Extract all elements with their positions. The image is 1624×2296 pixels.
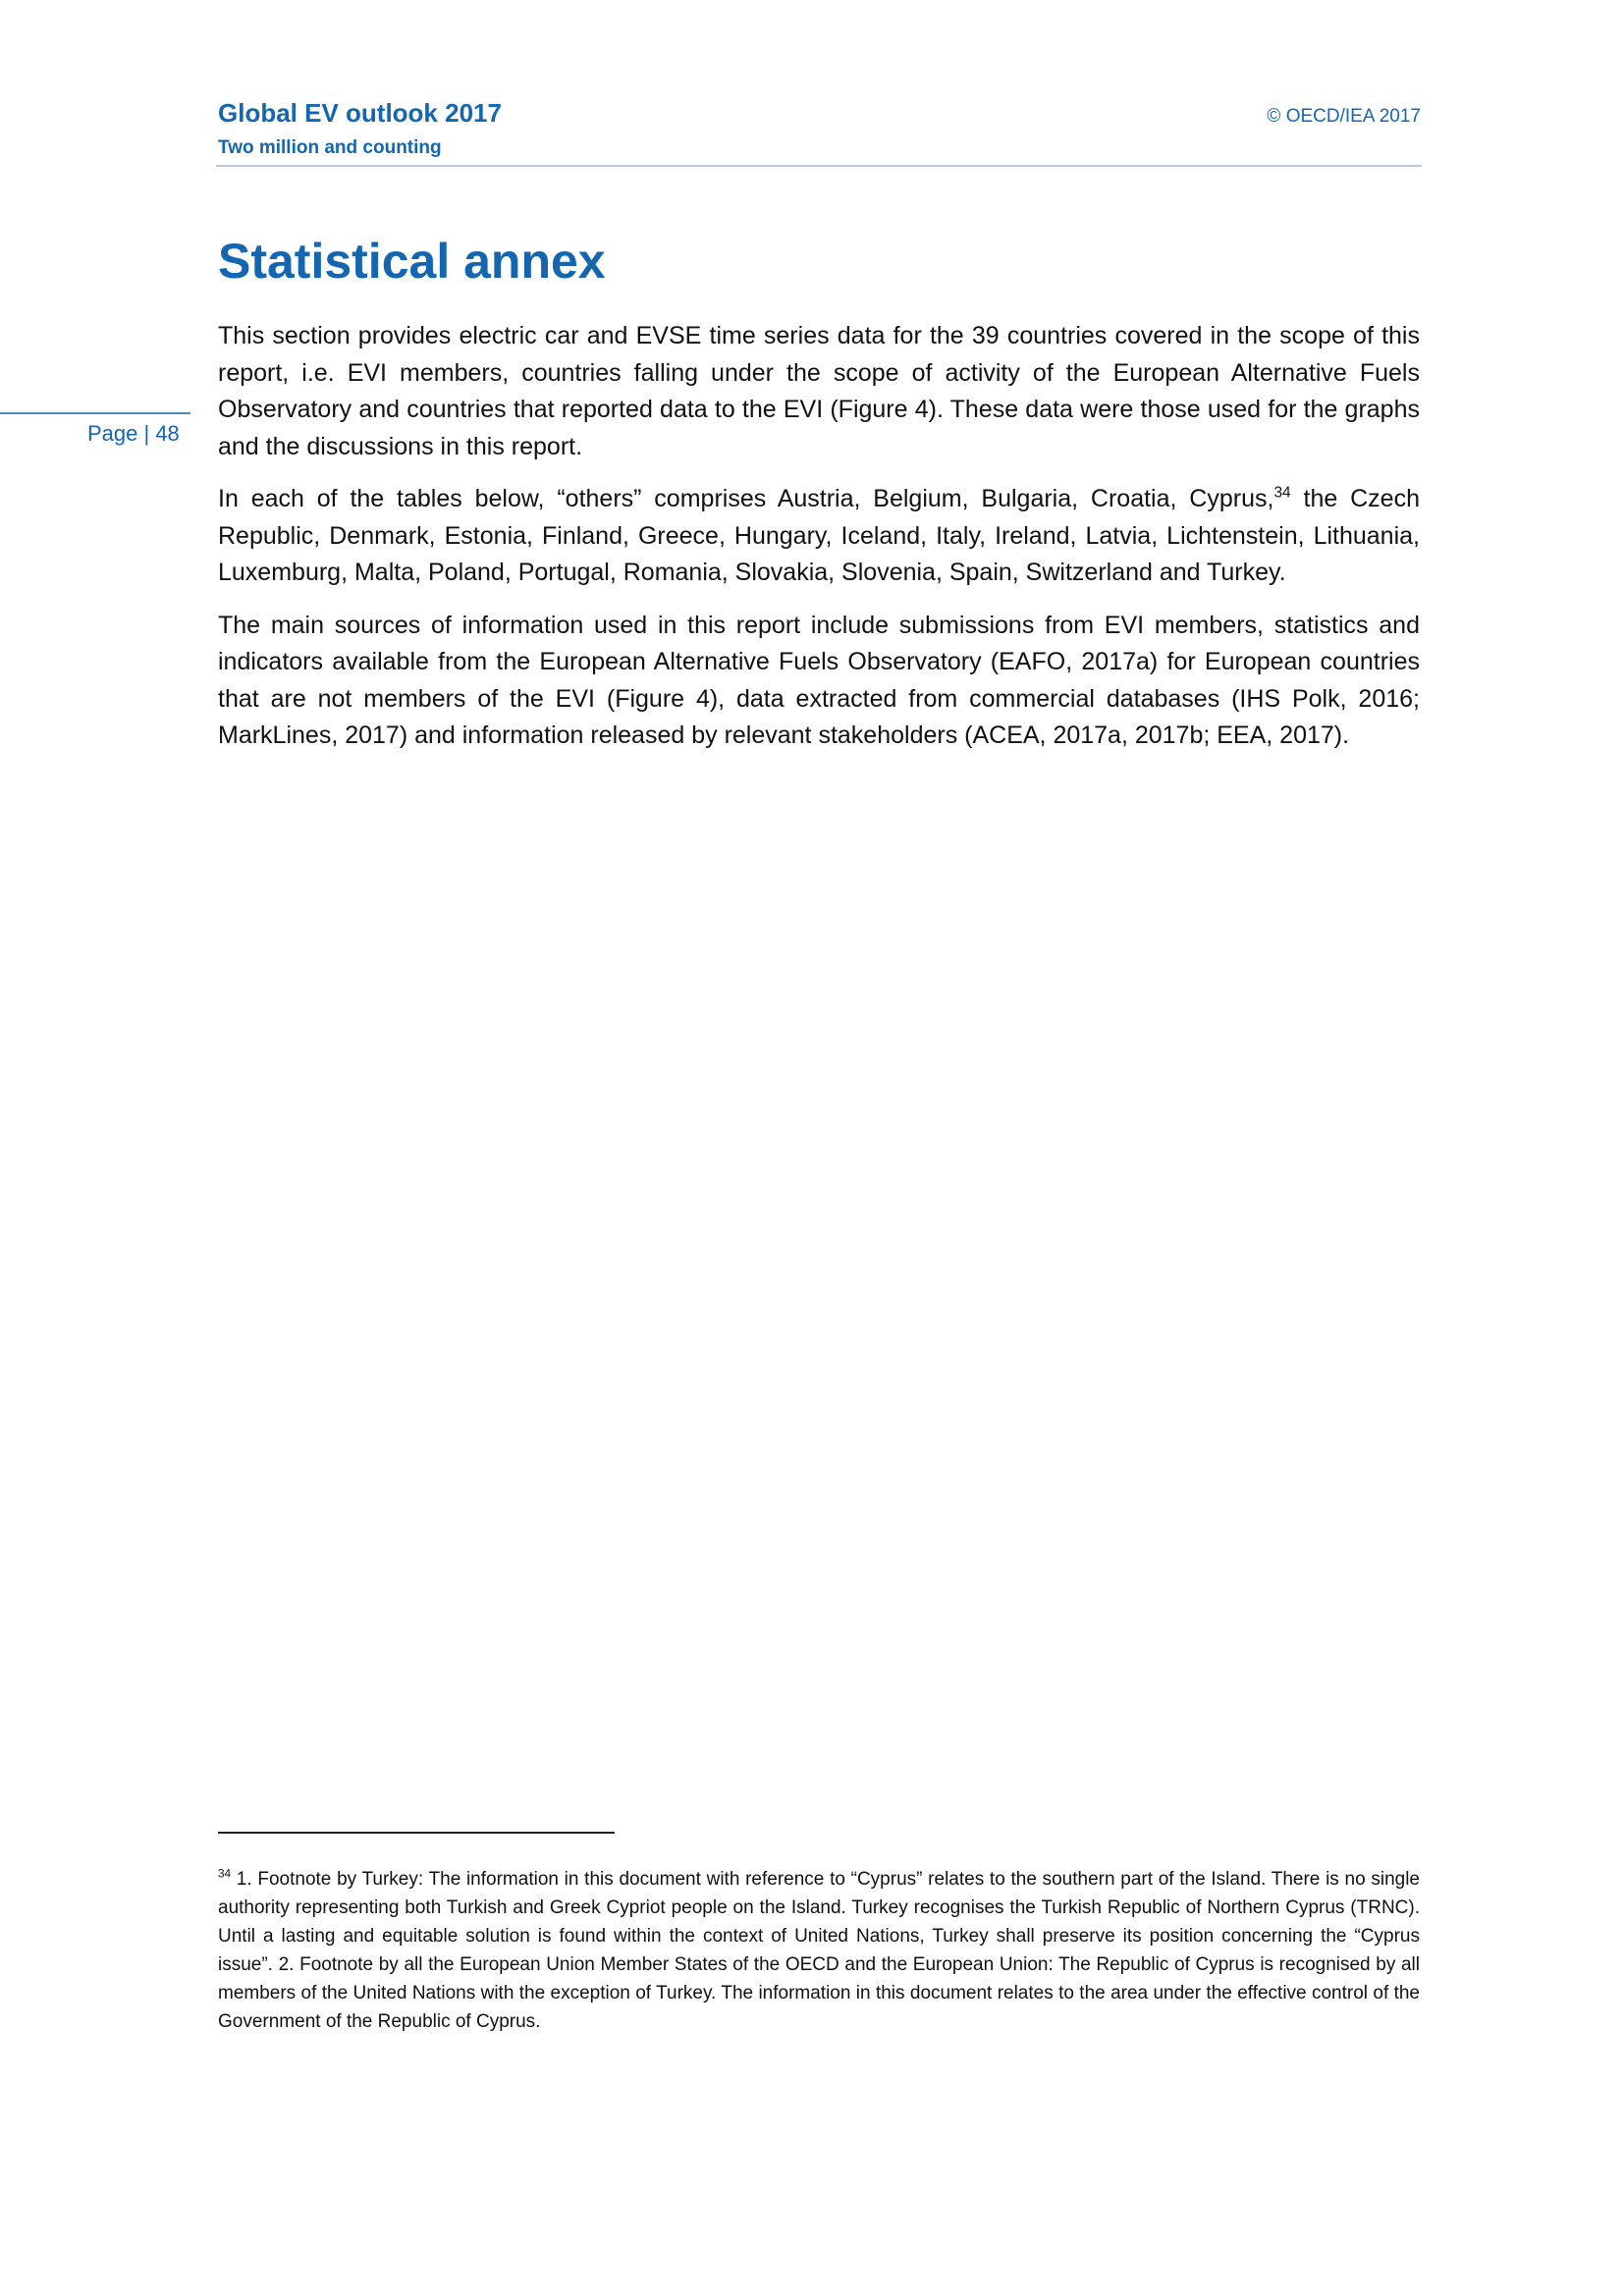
footnote-divider bbox=[218, 1832, 615, 1834]
report-subtitle: Two million and counting bbox=[218, 137, 442, 158]
page-number-rule bbox=[0, 412, 190, 414]
copyright-notice: © OECD/IEA 2017 bbox=[1267, 106, 1421, 127]
paragraph-sources: The main sources of information used in this report include submissions from EVI members, statistics and indicators available from the European Alternative Fuels Observatory (EAFO, 2017a) for European countries that are not members of the EVI (Figure 4), data extracted from commercial databases (IHS Polk, 2016; MarkLines, 2017) and information released by relevant stakeholders (ACEA, 2017a, 2017b; EEA, 2017). bbox=[218, 611, 1420, 749]
paragraph-scope: This section provides electric car and EVSE time series data for the 39 countries covered in the scope of this report, i.e. EVI members, countries falling under the scope of activity of the European Alternative Fuels Observatory and countries that reported data to the EVI (Figure 4). These data were those used for the graphs and the discussions in this report. bbox=[218, 322, 1420, 460]
footnote bbox=[218, 1865, 1420, 2036]
page-number: Page | 48 bbox=[87, 421, 180, 446]
body-text bbox=[218, 318, 1420, 771]
footnote-text: 1. Footnote by Turkey: The information in this document with reference to “Cyprus” relates to the southern part of the Island. There is no single authority representing both Turkish and Greek Cypriot people on the Island. Turkey recognises the Turkish Republic of Northern Cyprus (TRNC). Until a lasting and equitable solution is found within the context of United Nations, Turkey shall preserve its position concerning the “Cyprus issue”. 2. Footnote by all the European Union Member States of the OECD and the European Union: The Republic of Cyprus is recognised by all members of the United Nations with the exception of Turkey. The information in this document relates to the area under the effective control of the Government of the Republic of Cyprus. bbox=[218, 1869, 1420, 2032]
footnote-reference[interactable]: 34 bbox=[1273, 484, 1291, 502]
paragraph-others bbox=[218, 481, 1420, 592]
paragraph-others-text-start: In each of the tables below, “others” comprises Austria, Belgium, Bulgaria, Croatia, Cyprus, bbox=[218, 485, 1274, 512]
report-title: Global EV outlook 2017 bbox=[218, 98, 502, 128]
section-title: Statistical annex bbox=[218, 234, 606, 289]
paragraph-others-text-end: the Czech Republic, Denmark, Estonia, Finland, Greece, Hungary, Iceland, Italy, Ireland, Latvia, Lichtenstein, Lithuania, Luxemburg, Malta, Poland, Portugal, Romania, Slovakia, Slovenia, Spain, Switzerland and Turkey. bbox=[218, 485, 1420, 586]
footnote-marker: 34 bbox=[218, 1867, 232, 1881]
header-divider bbox=[216, 165, 1422, 167]
